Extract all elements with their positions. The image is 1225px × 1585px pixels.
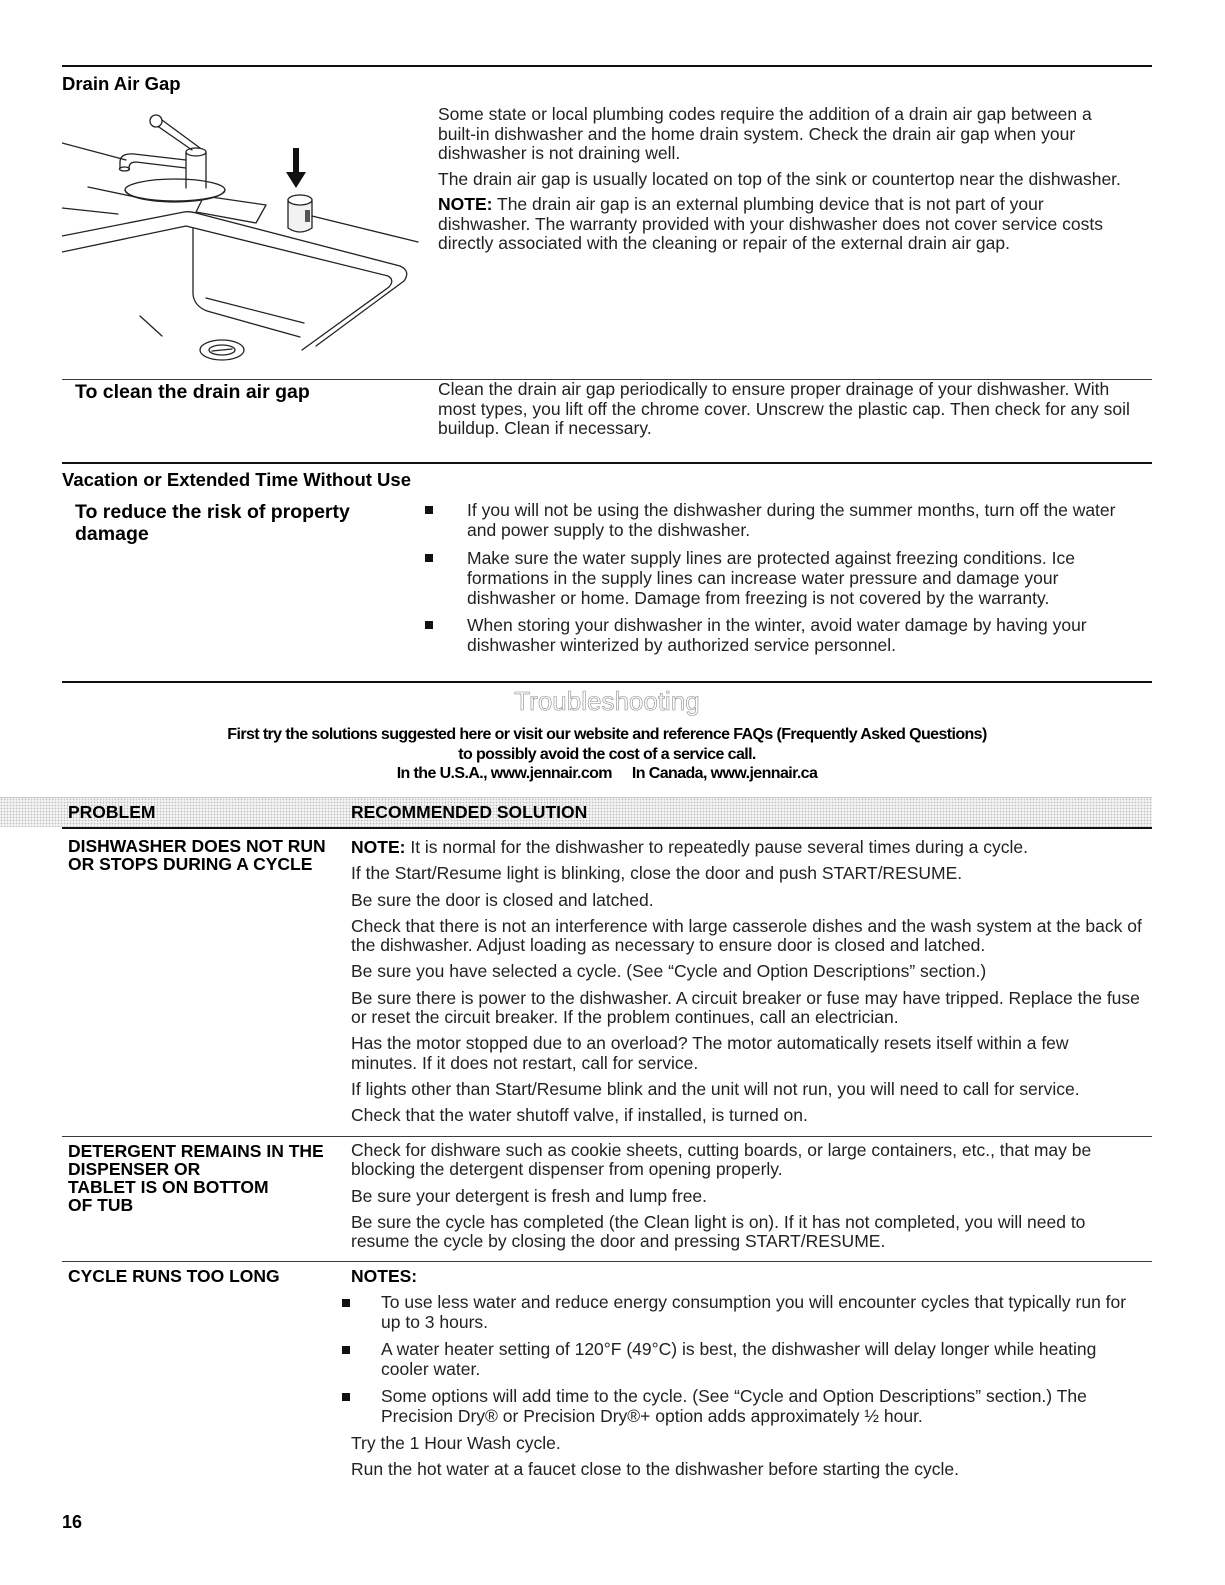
text-line: or reset the circuit breaker. If the problem continues, call an electrician. [351,1007,899,1028]
sink-basin [62,212,407,350]
text-line: Run the hot water at a faucet close to the dishwasher before starting the cycle. [351,1459,959,1480]
notes-bullet-list [342,1293,1126,1426]
problem-line: DISPENSER OR [68,1159,201,1179]
table-row-rule [62,1261,1152,1262]
text-line: Be sure the door is closed and latched. [351,889,654,910]
problem-cell [68,837,326,873]
troubleshooting-title: Troubleshooting [514,686,700,716]
list-item [342,1387,1126,1426]
text-line: Be sure the cycle has completed (the Clean light is on). If it has not completed, you will need to [351,1211,1086,1232]
vacation-heading: Vacation or Extended Time Without Use [62,469,411,490]
list-item [342,1340,1126,1379]
text-line: The drain air gap is usually located on top of the sink or countertop near the dishwasher. [438,168,1121,189]
list-item [425,500,1115,540]
text-line: the dishwasher. Adjust loading as necessary to ensure door is closed and latched. [351,935,986,956]
problem-column-header: PROBLEM [68,802,156,822]
text-line: directly associated with the cleaning or repair of the external drain air gap. [438,233,1010,253]
subheading-line: damage [75,523,149,545]
section-rule [62,65,1152,67]
text-line: up to 3 hours. [381,1311,489,1332]
troubleshooting-intro [62,725,1152,784]
text-line: Check for dishware such as cookie sheets, cutting boards, or large containers, etc., that may be [351,1140,1092,1160]
solution-cell [351,838,1142,1126]
solution-paragraph [351,1034,1142,1073]
problem-cell [68,1267,280,1285]
text-line: Be sure you have selected a cycle. (See “Cycle and Option Descriptions” section.) [351,961,987,982]
location-paragraph [438,170,1121,190]
faucet-icon [120,115,267,223]
clean-air-gap-text [438,380,1130,439]
drain-air-gap-icon [288,195,418,242]
text-line: dishwasher or home. Damage from freezing is not covered by the warranty. [467,587,1050,608]
bullet-icon [425,554,433,562]
usa-website: In the U.S.A., www.jennair.com [396,765,612,782]
text-line: If lights other than Start/Resume blink and the unit will not run, you will need to call for service. [351,1078,1080,1099]
solution-paragraph [351,864,1142,883]
list-item [342,1293,1126,1332]
notes-label: NOTES: [351,1266,418,1286]
text-line: Some options will add time to the cycle. (See “Cycle and Option Descriptions” section.) The [381,1386,1087,1407]
subheading-line: To reduce the risk of property [75,501,350,523]
note-text: The drain air gap is an external plumbing device that is not part of your [497,194,1044,214]
bullet-icon [342,1299,350,1307]
vacation-subheading [75,501,350,545]
text-line: dishwasher is not draining well. [438,143,681,163]
note-paragraph [438,195,1121,254]
text-line: most types, you lift off the chrome cover. Unscrew the plastic cap. Then check for any soil [438,398,1130,419]
solution-paragraph [351,962,1142,981]
intro-line: First try the solutions suggested here or visit our website and reference FAQs (Frequently Asked Questions) [227,726,987,743]
solution-paragraph [351,1213,1091,1252]
clean-air-gap-heading: To clean the drain air gap [75,381,310,403]
list-item [425,615,1115,655]
solution-column-header: RECOMMENDED SOLUTION [351,802,588,822]
text-line: Some state or local plumbing codes require the addition of a drain air gap between a [438,104,1092,124]
text-line: Check that the water shutoff valve, if installed, is turned on. [351,1105,808,1126]
bullet-icon [342,1393,350,1401]
solution-cell [351,1267,1126,1480]
text-line: Try the 1 Hour Wash cycle. [351,1432,561,1453]
website-line [62,764,1152,784]
problem-line: DETERGENT REMAINS IN THE [68,1141,324,1161]
notes-heading [351,1267,1126,1286]
text-line: Be sure there is power to the dishwasher. A circuit breaker or fuse may have tripped. Replace the fuse [351,987,1140,1008]
problem-line: OR STOPS DURING A CYCLE [68,854,313,874]
sink-drain-icon [200,340,244,360]
bullet-icon [425,621,433,629]
problem-line: OF TUB [68,1195,134,1215]
section-rule [62,462,1152,464]
drain-air-gap-description [438,105,1121,254]
text-line: A water heater setting of 120°F (49°C) is best, the dishwasher will delay longer while heating [381,1339,1097,1360]
text-line: blocking the detergent dispenser from opening properly. [351,1159,783,1180]
note-text: It is normal for the dishwasher to repeatedly pause several times during a cycle. [410,837,1028,857]
text-line: To use less water and reduce energy consumption you will encounter cycles that typically run for [381,1292,1127,1313]
text-line: and power supply to the dishwasher. [467,520,751,540]
vacation-bullet-list [425,500,1115,655]
solution-paragraph [351,1434,1126,1453]
solution-paragraph [351,1106,1142,1125]
page-number: 16 [62,1512,83,1532]
section-rule [62,681,1152,683]
table-row-rule [62,1136,1152,1137]
list-item [425,548,1115,608]
solution-paragraph [351,1460,1126,1479]
text-line: minutes. If it does not restart, call for service. [351,1052,699,1073]
text-line: When storing your dishwasher in the winter, avoid water damage by having your [467,615,1087,635]
text-line: Has the motor stopped due to an overload? The motor automatically resets itself within a few [351,1033,1069,1054]
text-line: buildup. Clean if necessary. [438,418,652,438]
text-line: Make sure the water supply lines are protected against freezing conditions. Ice [467,547,1075,568]
note-paragraph [351,838,1142,857]
problem-cell [68,1142,324,1214]
text-line: Precision Dry® or Precision Dry®+ option adds approximately ½ hour. [381,1405,923,1426]
text-line: dishwasher. The warranty provided with your dishwasher does not cover service costs [438,213,1103,234]
text-line: resume the cycle by closing the door and pressing START/RESUME. [351,1231,886,1252]
problem-line: CYCLE RUNS TOO LONG [68,1266,280,1286]
text-line: cooler water. [381,1358,481,1379]
sink-drain-air-gap-illustration [62,100,422,372]
intro-paragraph [438,105,1121,164]
problem-line: DISHWASHER DOES NOT RUN [68,836,326,856]
text-line: dishwasher winterized by authorized service personnel. [467,635,896,655]
text-line: formations in the supply lines can increase water pressure and damage your [467,567,1059,588]
text-line: If the Start/Resume light is blinking, close the door and push START/RESUME. [351,863,963,884]
text-line: Be sure your detergent is fresh and lump free. [351,1185,708,1206]
solution-paragraph [351,1187,1091,1206]
drain-air-gap-heading: Drain Air Gap [62,73,181,94]
text-line: Check that there is not an interference with large casserole dishes and the wash system at the back of [351,915,1142,936]
intro-line: to possibly avoid the cost of a service call. [458,745,756,763]
text-line: If you will not be using the dishwasher during the summer months, turn off the water [467,500,1116,520]
problem-line: TABLET IS ON BOTTOM [68,1177,269,1197]
solution-cell [351,1141,1091,1251]
canada-website: In Canada, www.jennair.ca [631,765,818,782]
solution-paragraph [351,1080,1142,1099]
solution-paragraph [351,917,1142,956]
bullet-icon [342,1346,350,1354]
text-line: built-in dishwasher and the home drain system. Check the drain air gap when your [438,123,1076,144]
table-header-rule [62,827,1152,829]
solution-paragraph [351,1141,1091,1180]
bullet-icon [425,506,433,514]
text-line: Clean the drain air gap periodically to ensure proper drainage of your dishwasher. With [438,379,1110,399]
note-label: NOTE: [351,837,406,857]
text-line [438,195,1121,215]
note-label: NOTE: [438,194,493,214]
down-arrow-icon [286,148,306,188]
solution-paragraph [351,891,1142,910]
solution-paragraph [351,989,1142,1028]
